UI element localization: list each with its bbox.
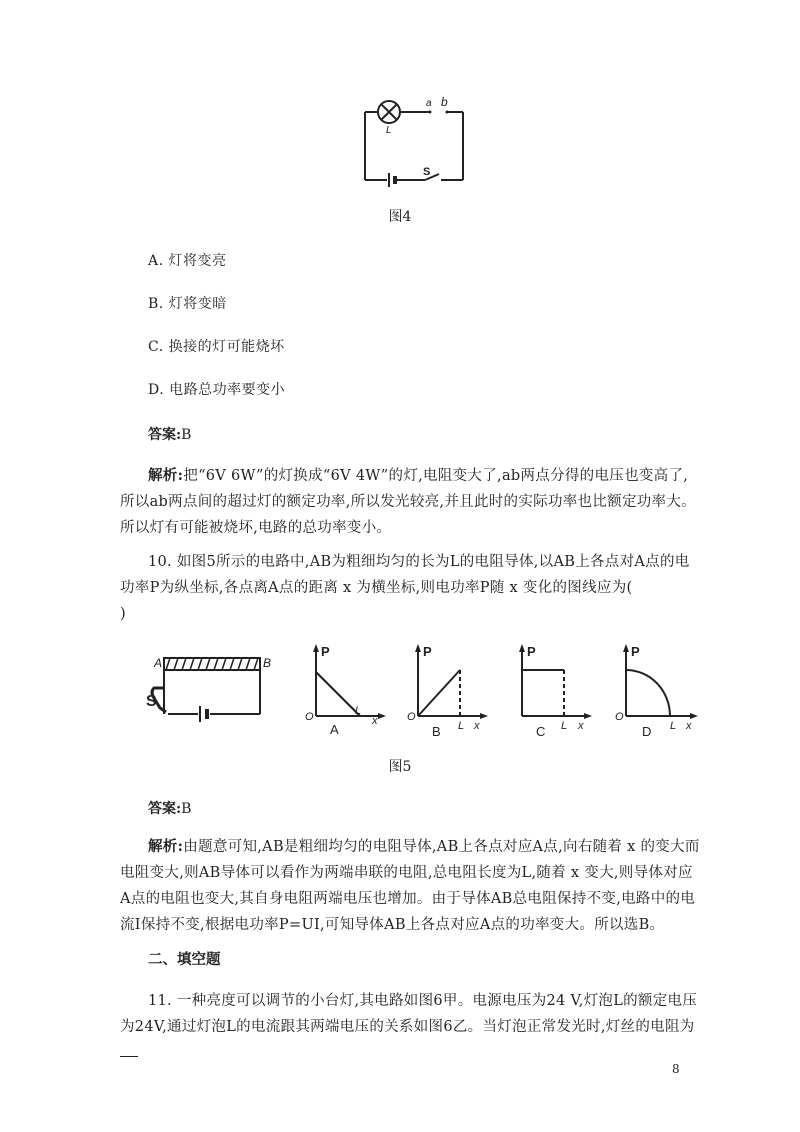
q11-line-2: 为24V,通过灯泡L的电流跟其两端电压的关系如图6乙。当灯泡正常发光时,灯丝的电阻为 (120, 1019, 695, 1035)
q10-line-2: 功率P为纵坐标,各点离A点的距离 x 为横坐标,则电功率P随 x 变化的图线应为( (120, 580, 633, 596)
figure-4-circuit (355, 92, 470, 192)
graph-d-axis-P: P (631, 644, 640, 659)
q9-answer-value: B (181, 427, 192, 443)
q10-analysis-line-1: 由题意可知,AB是粗细均匀的电阻导体,AB上各点对应A点,向右随着 x 的变大而 (183, 839, 700, 855)
section-2-heading: 二、填空题 (148, 951, 221, 968)
fig5-label-S: S (146, 693, 157, 710)
battery-icon (200, 706, 207, 722)
option-d: D. 电路总功率要变小 (148, 382, 286, 398)
q10-answer-value: B (181, 801, 192, 817)
fig5-label-A: A (154, 656, 163, 670)
q9-analysis (120, 463, 700, 541)
q10-analysis-line-3: A点的电阻也变大,其自身电阻两端电压也增加。由于导体AB总电阻保持不变,电路中的电 (120, 891, 696, 907)
q11-line-1: 11. 一种亮度可以调节的小台灯,其电路如图6甲。电源电压为24 V,灯泡L的额定电压 (148, 993, 698, 1009)
q10-answer-label: 答案: (148, 801, 182, 817)
graph-a-axis-O: O (305, 711, 314, 723)
graph-c-label: C (536, 724, 546, 739)
graph-a-axis-L: L (355, 705, 362, 717)
q9-analysis-label: 解析: (148, 467, 184, 484)
option-b: B. 灯将变暗 (148, 296, 227, 312)
q9-analysis-line-2: 所以ab两点间的超过灯的额定功率,所以发光较亮,并且此时的实际功率也比额定功率大。 (120, 494, 696, 510)
graph-a (302, 640, 392, 740)
fig5-label-B: B (263, 656, 272, 670)
q10-analysis (120, 834, 700, 938)
graph-c (508, 640, 598, 740)
graph-d-axis-L: L (670, 720, 677, 732)
fig4-label-b: b (441, 95, 448, 109)
graph-b-axis-x: x (474, 720, 480, 732)
graph-d (612, 640, 708, 740)
battery-icon (389, 173, 395, 187)
q11-question (120, 988, 700, 1066)
fig4-label-a: a (426, 98, 432, 109)
option-a: A. 灯将变亮 (148, 253, 227, 269)
option-c: C. 换接的灯可能烧坏 (148, 339, 285, 355)
resistor-ab (164, 658, 260, 670)
figure-5-caption: 图5 (388, 759, 412, 775)
graph-a-axis-P: P (321, 644, 330, 659)
fig4-label-S: S (423, 166, 431, 178)
page-number: 8 (672, 1062, 680, 1076)
lamp-icon (378, 101, 400, 123)
graph-d-axis-x: x (686, 720, 692, 732)
graph-d-label: D (642, 724, 652, 739)
q9-analysis-line-3: 所以灯有可能被烧坏,电路的总功率变小。 (120, 520, 392, 536)
figure-5-circuit (140, 648, 275, 728)
figure-4-caption: 图4 (388, 209, 412, 225)
q10-analysis-line-4: 流I保持不变,根据电功率P=UI,可知导体AB上各点对应A点的功率变大。所以选B。 (120, 917, 665, 933)
q10-question (120, 549, 700, 627)
graph-a-label: A (330, 722, 339, 737)
q10-line-1: 10. 如图5所示的电路中,AB为粗细均匀的长为L的电阻导体,以AB上各点对A点的电 (148, 554, 690, 570)
graph-c-axis-L: L (561, 720, 568, 732)
graph-b-axis-O: O (407, 711, 416, 723)
graph-c-axis-P: P (527, 644, 536, 659)
q10-line-3: ) (120, 606, 126, 622)
graph-b (404, 640, 494, 740)
graph-b-axis-L: L (458, 720, 465, 732)
fig4-label-L: L (386, 125, 392, 136)
q9-answer-label: 答案: (148, 427, 182, 443)
q9-answer (148, 424, 191, 444)
graph-c-axis-x: x (578, 720, 584, 732)
q10-analysis-line-2: 电阻变大,则AB导体可以看作为两端串联的电阻,总电阻长度为L,随着 x 变大,则导体对应 (120, 865, 693, 881)
q9-analysis-line-1: 把“6V 6W”的灯换成“6V 4W”的灯,电阻变大了,ab两点分得的电压也变高了, (183, 468, 689, 484)
graph-b-axis-P: P (423, 644, 432, 659)
graph-b-label: B (432, 724, 441, 739)
graph-d-axis-O: O (615, 711, 624, 723)
answer-blank (120, 1042, 138, 1057)
q10-analysis-label: 解析: (148, 838, 184, 855)
q10-answer (148, 798, 191, 818)
graph-a-axis-x: x (372, 715, 378, 727)
